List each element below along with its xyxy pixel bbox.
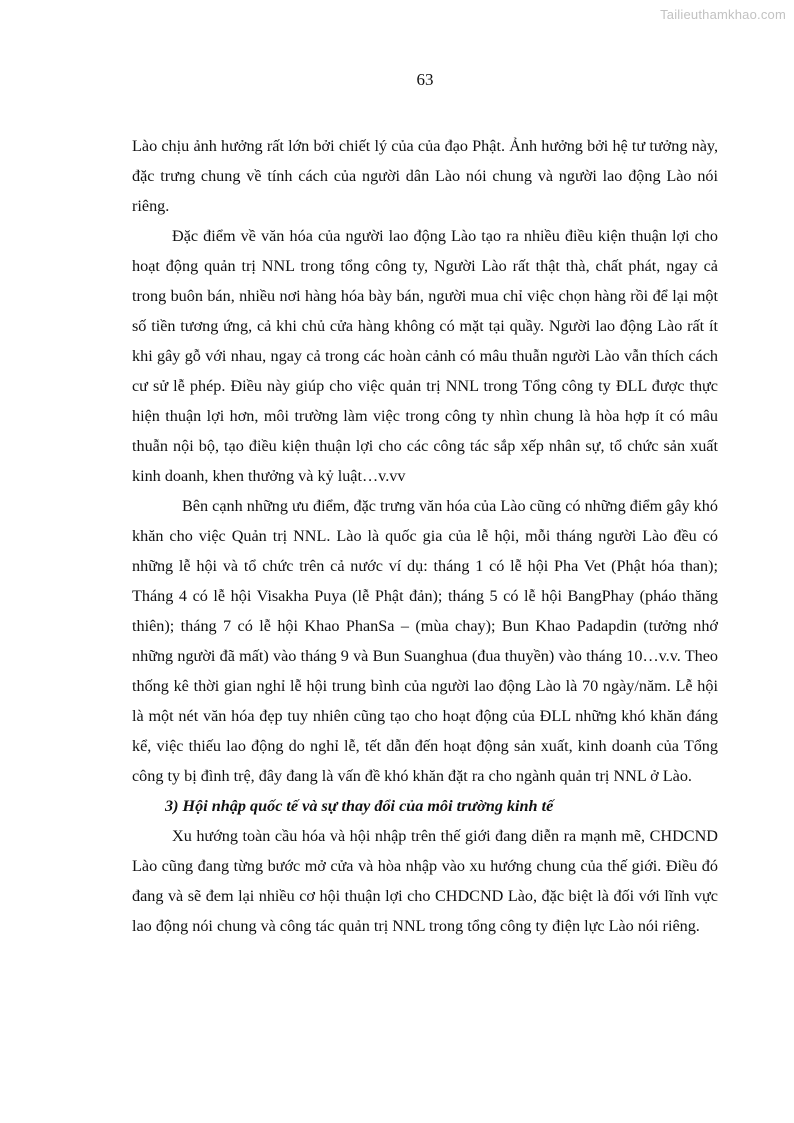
- paragraph-culture-difficulties: Bên cạnh những ưu điểm, đặc trưng văn hóa của Lào cũng có những điểm gây khó khăn cho việc Quản trị NNL. Lào là quốc gia của lễ hội, mỗi tháng người Lào đều có những lễ hội và tổ chức trên cả nước ví dụ: tháng 1 có lễ hội Pha Vet (Phật hóa than); Tháng 4 có lễ hội Visakha Puya (lễ Phật đản); tháng 5 có lễ hội BangPhay (pháo thăng thiên); tháng 7 có lễ hội Khao PhanSa – (mùa chay); Bun Khao Padapdin (tưởng nhớ những người đã mất) vào tháng 9 và Bun Suanghua (đua thuyền) vào tháng 10…v.v. Theo thống kê thời gian nghỉ lễ hội trung bình của người lao động Lào là 70 ngày/năm. Lễ hội là một nét văn hóa đẹp tuy nhiên cũng tạo cho hoạt động của ĐLL những khó khăn đáng kể, việc thiếu lao động do nghỉ lễ, tết dẫn đến hoạt động sản xuất, kinh doanh của Tổng công ty bị đình trệ, đây đang là vấn đề khó khăn đặt ra cho ngành quản trị NNL ở Lào.: [132, 497, 718, 785]
- page-number: 63: [416, 70, 434, 89]
- paragraph-continuation: Lào chịu ảnh hưởng rất lớn bởi chiết lý của của đạo Phật. Ảnh hưởng bởi hệ tư tưởng này, đặc trưng chung về tính cách của người dân Lào nói chung và người lao động Lào nói riêng.: [132, 137, 718, 215]
- paragraph-culture-advantages: Đặc điểm về văn hóa của người lao động Lào tạo ra nhiều điều kiện thuận lợi cho hoạt động quản trị NNL trong tổng công ty, Người Lào rất thật thà, chất phát, ngay cả trong buôn bán, nhiều nơi hàng hóa bày bán, người mua chỉ việc chọn hàng rồi để lại một số tiền tương ứng, cả khi chủ cửa hàng không có mặt tại quầy. Người lao động Lào rất ít khi gây gỗ với nhau, ngay cả trong các hoàn cảnh có mâu thuẫn người Lào vẫn thích cách cư sử lễ phép. Điều này giúp cho việc quản trị NNL trong Tổng công ty ĐLL được thực hiện thuận lợi hơn, môi trường làm việc trong công ty nhìn chung là hòa hợp ít có mâu thuẫn nội bộ, tạo điều kiện thuận lợi cho các công tác sắp xếp nhân sự, tổ chức sản xuất kinh doanh, khen thưởng và kỷ luật…v.vv: [132, 227, 718, 485]
- document-body: [132, 131, 718, 941]
- paragraph-integration: Xu hướng toàn cầu hóa và hội nhập trên thế giới đang diễn ra mạnh mẽ, CHDCND Lào cũng đang từng bước mở cửa và hòa nhập vào xu hướng chung của thế giới. Điều đó đang và sẽ đem lại nhiều cơ hội thuận lợi cho CHDCND Lào, đặc biệt là đối với lĩnh vực lao động nói chung và công tác quản trị NNL trong tổng công ty điện lực Lào nói riêng.: [132, 827, 718, 935]
- section-heading: 3) Hội nhập quốc tế và sự thay đổi của môi trường kinh tế: [165, 797, 554, 815]
- watermark-text: Tailieuthamkhao.com: [660, 7, 786, 22]
